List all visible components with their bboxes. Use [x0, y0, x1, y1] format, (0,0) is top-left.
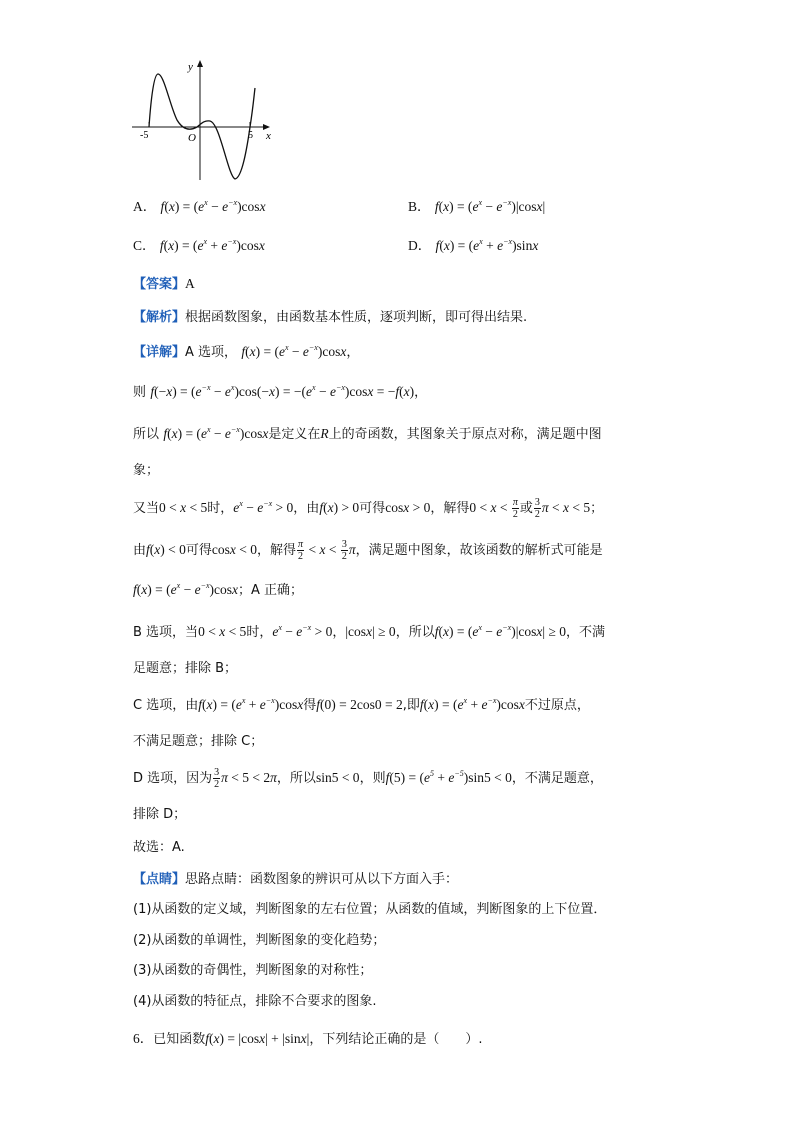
detail-line-10: C 选项，由$f(x) = (e^x + e^{-x})\cos x$得f(0) = 2cos0 = 2,即$f(x) = (e^x + e^{-x})\cos x$不过原点，: [133, 696, 590, 713]
detail-line-5: 又当0 < x < 5时，$e^x - e^{-x} > 0$，由f(x) > 0可得cosx > 0，解得0 < x < $\frac{\pi}{2}$ 或 $\frac{3}{2}$ π < x < 5；: [133, 497, 604, 520]
option-b: B． $f(x) = (e^x - e^{-x})|\cos x|$: [408, 198, 546, 214]
analysis-line: [133, 307, 527, 328]
detail-tag: 【详解】: [133, 345, 186, 360]
tips-tag: 【点睛】: [133, 872, 186, 887]
detail-line-3: 所以 $f(x) = (e^x - e^{-x})\cos x$是定义在R上的奇函数，其图象关于原点对称，满足题中图: [133, 425, 602, 442]
detail-line-4: 象；: [133, 463, 160, 478]
analysis-tag: 【解析】: [133, 310, 186, 325]
tips-item-2: (2)从函数的单调性，判断图象的变化趋势；: [133, 933, 386, 948]
detail-line-13: 排除 D；: [133, 807, 187, 822]
detail-line-9: 足题意；排除 B；: [133, 661, 238, 676]
detail-line-2: 则 $f(-x) = (e^{-x} - e^x)\cos(-x) = -(e^x - e^{-x})\cos x = -f(x)$，: [133, 383, 428, 400]
neg5-label: -5: [140, 130, 149, 141]
option-c: C． $f(x) = (e^x + e^{-x})\cos x$: [133, 237, 265, 253]
detail-line-11: 不满足题意；排除 C；: [133, 734, 264, 749]
tips-item-1: (1)从函数的定义域，判断图象的左右位置；从函数的值域，判断图象的上下位置．: [133, 902, 607, 917]
y-axis-label: y: [188, 61, 193, 73]
detail-line-1: 【详解】A 选项， $f(x) = (e^x - e^{-x})\cos x$，: [133, 343, 360, 360]
x-axis-label: x: [266, 130, 271, 142]
origin-label: O: [188, 132, 196, 144]
detail-line-6: 由f(x) < 0可得cosx < 0，解得 $\frac{\pi}{2}$ < x < $\frac{3}{2}$ π，满足题中图象，故该函数的解析式可能是: [133, 539, 603, 562]
tips-line: 【点睛】思路点睛：函数图象的辨识可从以下方面入手：: [133, 872, 459, 887]
detail-line-7: $f(x) = (e^x - e^{-x})\cos x$；A 正确；: [133, 581, 304, 598]
option-d: D． $f(x) = (e^x + e^{-x})\sin x$: [408, 237, 539, 253]
answer-tag: 【答案】: [133, 277, 186, 292]
question-6: 6．已知函数f(x) = |cosx| + |sinx|，下列结论正确的是（ ）.: [133, 1031, 483, 1047]
answer-value: A: [185, 276, 195, 291]
analysis-text: 根据函数图象，由函数基本性质，逐项判断，即可得出结果.: [185, 310, 528, 325]
detail-line-8: B 选项，当0 < x < 5时，$e^x - e^{-x} > 0$，|cosx| ≥ 0，所以$f(x) = (e^x - e^{-x})|\cos x| \ge 0$，不满: [133, 623, 606, 640]
y-axis-arrow: [197, 60, 203, 67]
option-a: A． $f(x) = (e^x - e^{-x})\cos x$: [133, 198, 266, 214]
pos5-label: 5: [248, 130, 253, 141]
question-number: 6．: [133, 1031, 154, 1046]
function-graph: [130, 58, 280, 183]
tips-item-3: (3)从函数的奇偶性，判断图象的对称性；: [133, 963, 373, 978]
answer-line: [133, 274, 195, 295]
tips-item-4: (4)从函数的特征点，排除不合要求的图象.: [133, 994, 377, 1009]
detail-line-14: 故选：A.: [133, 840, 185, 855]
detail-line-12: D 选项，因为 $\frac{3}{2}$ π < 5 < 2π，所以sin5 < 0，则$f(5) = (e^5 + e^{-5})\sin 5 < 0$，不满足题意，: [133, 767, 603, 790]
